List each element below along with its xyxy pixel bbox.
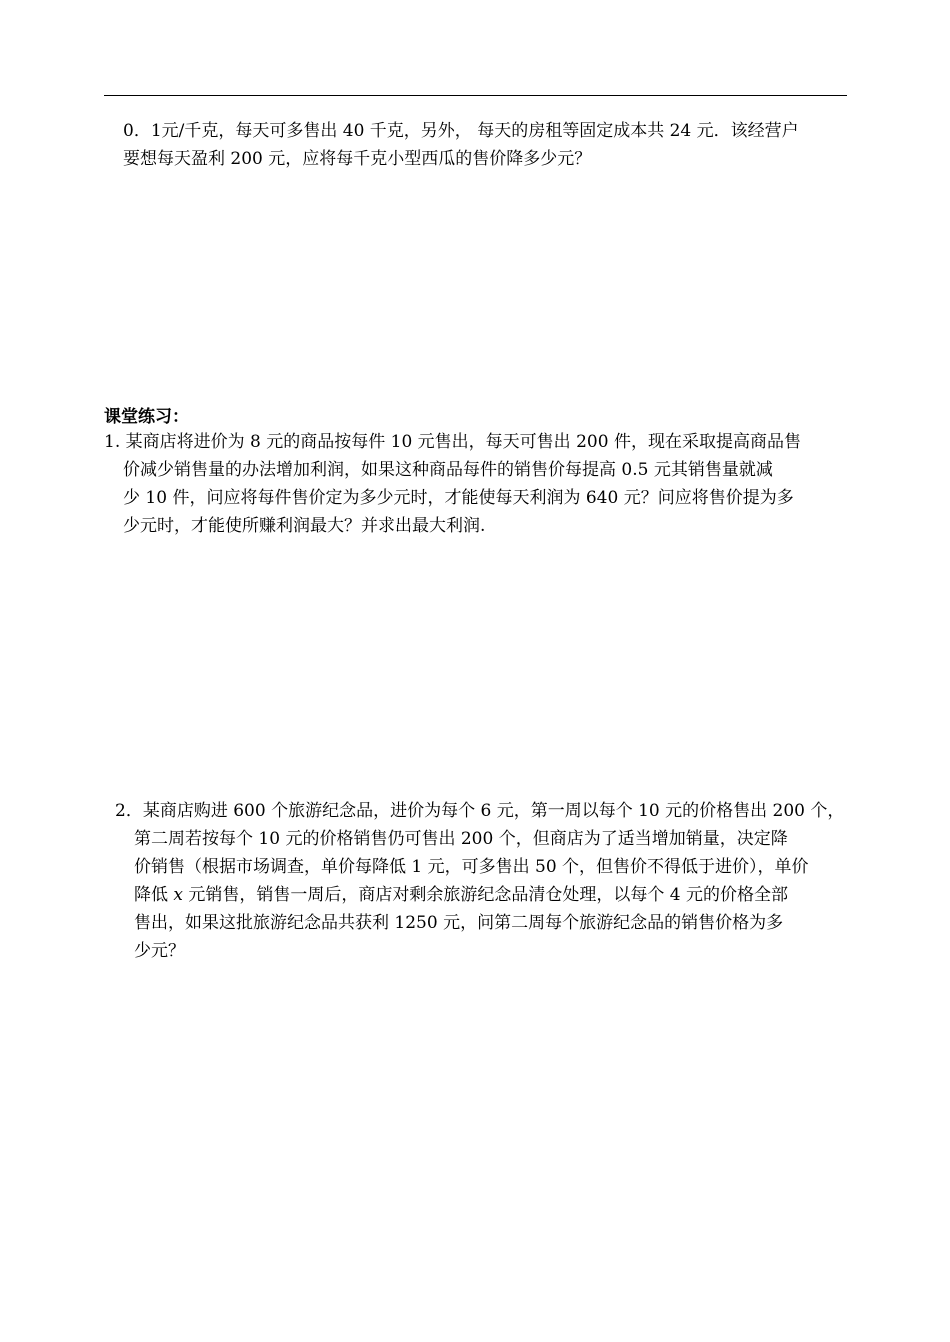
problem-2 [115, 797, 844, 965]
problem-1-line-1: 1. 某商店将进价为 8 元的商品按每件 10 元售出，每天可售出 200 件，现在采取提高商品售 [104, 432, 801, 452]
problem-1-line-3: 少 10 件，问应将每件售价定为多少元时，才能使每天利润为 640 元？问应将售价提为多 [123, 488, 794, 508]
problem-1-line-2: 价减少销售量的办法增加利润，如果这种商品每件的销售价每提高 0.5 元其销售量就减 [123, 460, 773, 480]
header-rule [104, 95, 847, 96]
section-heading: 课堂练习： [104, 407, 189, 427]
problem-2-line-4-pre: 降低 [134, 885, 174, 905]
problem-1-line-4: 少元时，才能使所赚利润最大？并求出最大利润. [123, 516, 486, 536]
problem-2-line-4 [115, 881, 844, 909]
problem-2-line-2: 第二周若按每个 10 元的价格销售仍可售出 200 个，但商店为了适当增加销量，决定降 [134, 829, 788, 849]
problem-1 [104, 428, 801, 540]
problem-2-line-1: 2．某商店购进 600 个旅游纪念品，进价为每个 6 元，第一周以每个 10 元的价格售出 200 个， [115, 801, 845, 821]
problem-2-line-4-post: 元销售，销售一周后，商店对剩余旅游纪念品清仓处理，以每个 4 元的价格全部 [183, 885, 789, 905]
problem-2-line-6: 少元？ [134, 941, 185, 961]
intro-paragraph [123, 117, 799, 173]
problem-2-line-3: 价销售（根据市场调查，单价每降低 1 元，可多售出 50 个，但售价不得低于进价），单价 [134, 857, 809, 877]
intro-line-1: 0．1元/千克，每天可多售出 40 千克，另外， 每天的房租等固定成本共 24 元．该经营户 [123, 121, 799, 141]
intro-line-2: 要想每天盈利 200 元，应将每千克小型西瓜的售价降多少元？ [123, 149, 592, 169]
variable-x: x [173, 885, 183, 905]
problem-2-line-5: 售出，如果这批旅游纪念品共获利 1250 元，问第二周每个旅游纪念品的销售价格为多 [134, 913, 784, 933]
